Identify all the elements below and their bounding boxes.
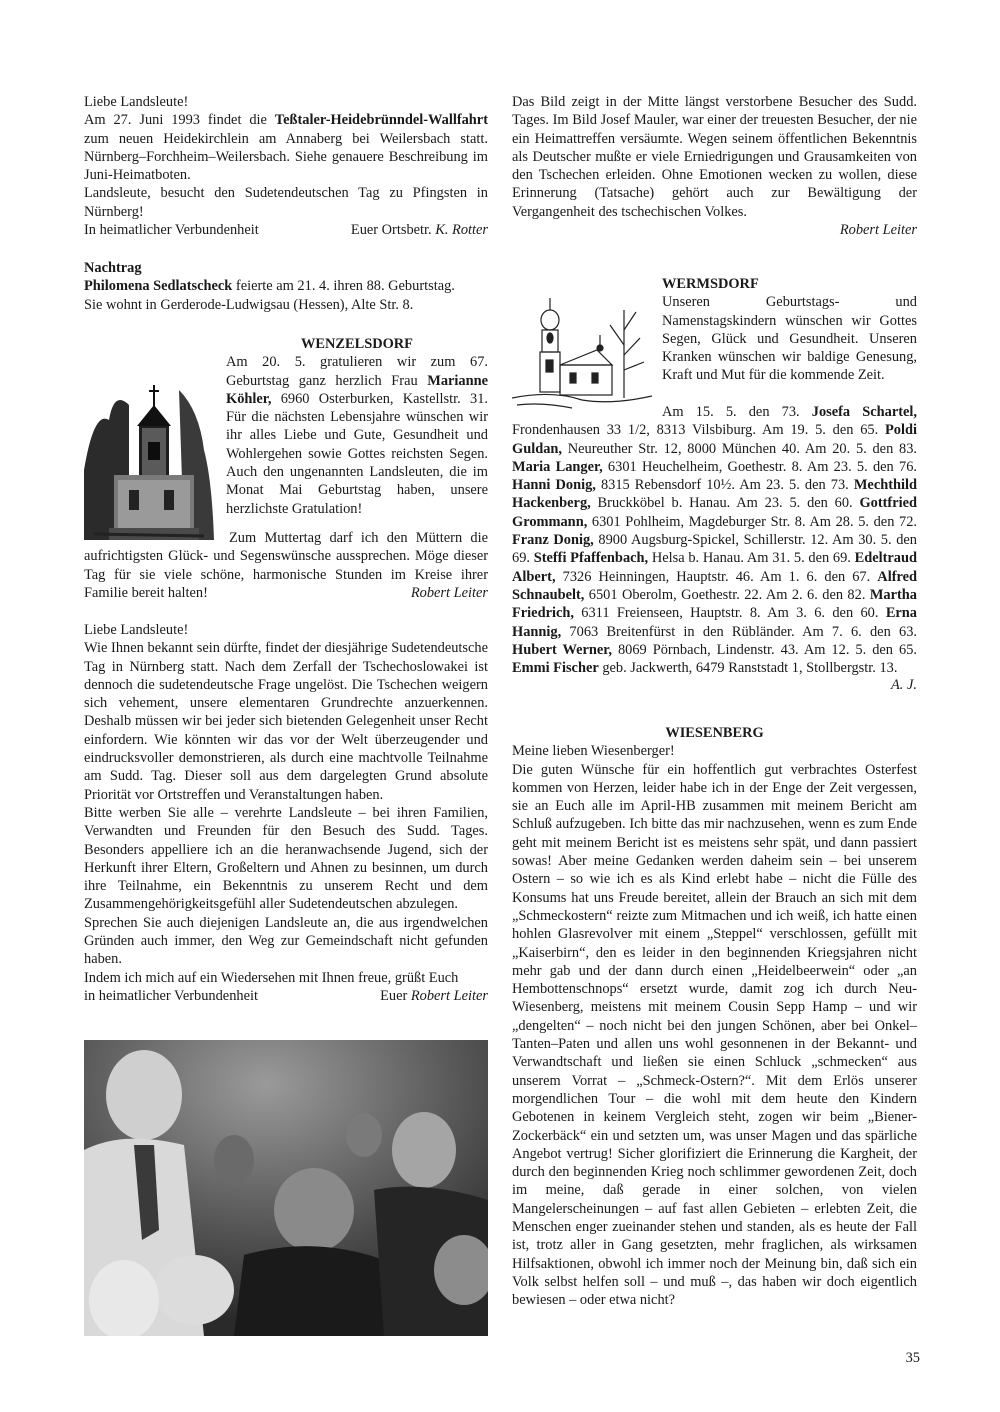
- wiesenberg-greeting: Meine lieben Wiesenberger!: [512, 743, 675, 760]
- wiesenberg-text: Die guten Wünsche für ein hoffentlich gut verbrachtes Osterfest kommen von Herzen, leider habe ich in der Enge der Zeit vergessen, sie an Euch alle im April-HB zusammen mit meinem Bericht am Schluß aufzugeben. Ich bitte das mir nachzusehen, wenn es zum Ende geht mit meinem Bericht ist es meistens sehr spät, und dann passiert sowas! Aber meine Gedanken werden daheim sein – bei unserem Ostern – so wie ich es als Kind erlebt habe – nicht die Fülle des Konsums hat uns Freude bereitet, allein der Brauch an sich mit dem „Schmeckostern“ reizte zum Mitmachen und ich weiß, ich hatte einen hohlen Glasrevolver mit einem „Steppel“ verschlossen, gefüllt mit „Kaiserbirn“, den es leider in den beginnenden Kriegsjahren nicht mehr gab und der dann durch einen „Heidelbeerwein“ oder „an Hembottenschnops“ ersetzt wurde, damit zog ich durch Neu-Wiesenberg, meistens mit meinem Cousin Sepp Hamp – und wir „dengelten“ – noch nicht bei den jungen Schönen, aber bei Onkel–Tanten–Paten und allen uns wohl gesonnenen in der Bekannt- und Verwandtschaft und ließen sie einen Schluck „schmecken“ aus unserem Vorrat – „Schmeck-Ostern?“. Mit dem Erlös unserer morgendlichen Tour – die wohl mit dem heute den Kindern Gebotenen in keinem Vergleich steht, zogen wir beim „Biener-Zockerbäck“ ein und setzten um, was unser Magen und das spärliche Angebot vertrug! Sicher glorifiziert die Erinnerung die Kargheit, der durch den beginnenden Krieg noch schlimmer gewordenen Zeit, doch im meine, daß gerade in einer solchen, von vielen Mangelerscheinungen – auf fast allen Gebieten – erlebten Zeit, die Menschen enger zueinander stehen und standen, als es heute der Fall ist, trotz aller in Gang gesetzten, mehr fraglichen, als wirksamen Hilfsaktionen, obwohl ich immer noch der Meinung bin, daß sich ein Volk selbst helfen soll – und muß –, das haben wir doch eigentlich bewiesen – oder etwa nicht?: [512, 761, 917, 1309]
- text-segment: geb. Jackwerth, 6479 Ranststadt 1, Stollbergstr. 13.: [598, 660, 898, 677]
- sudetentag-paragraph: Landsleute, besucht den Sudetendeutschen Tag zu Pfingsten in Nürnberg!: [84, 185, 488, 220]
- person-name: Hubert Werner,: [512, 641, 612, 658]
- nachtrag-title: Nachtrag: [84, 260, 142, 276]
- letter-paragraph-2: Bitte werben Sie alle – verehrte Landsleute – bei ihren Familien, Verwandten und Freunden für den Besuch des Sudd. Tages. Besonders appelliere ich an die heranwachsende Jugend, sich der Herkunft ihrer Eltern, Großeltern und Ahnen zu besinnen, um durch ihre Teilnahme, ein Bekenntnis zu unserem Recht und dem Zusammengehörigkeitsgefühl aller Sudetendeutschen abzulegen.: [84, 804, 488, 913]
- signature-name: K. Rotter: [435, 222, 488, 239]
- page-number: 35: [905, 1350, 920, 1366]
- photo-caption: Das Bild zeigt in der Mitte längst verstorbene Besucher des Sudd. Tages. Im Bild Josef Mauler, war einer der treuesten Besucher, der nie ein Heimattreffen versäumte. Wegen seinem öffentlichen Bekenntnis als Deutscher mußte er viele Erniedrigungen und Grausamkeiten von den Tschechen erleiden. Ohne Emotionen wecken zu wollen, diese Erinnerung (Tatsache) gehört auch zur Bewältigung der Vergangenheit des tschechischen Volkes.: [512, 94, 917, 220]
- church-photo: [84, 350, 214, 540]
- wenzelsdorf-heading: WENZELSDORF: [301, 336, 413, 352]
- signature: [840, 676, 917, 694]
- letter-block: [84, 621, 488, 1005]
- wiesenberg-block: [512, 724, 917, 1310]
- person-name: Gottfried Grommann,: [512, 495, 917, 530]
- crowd-photo-graphic: [84, 1040, 488, 1336]
- person-name: Steffi Pfaffenbach,: [533, 550, 649, 567]
- muttertag-text: Zum Muttertag darf ich den Müttern die aufrichtigsten Glück- und Segenswünsche aussprechen. Möge dieser Tag für sie viele schöne, harmonische Stunden im Kreise ihrer Familie bereit halten!: [84, 530, 488, 601]
- church-drawing-graphic: [512, 290, 652, 415]
- photo-caption-block: [512, 93, 917, 239]
- text-segment: feierte am 21. 4. ihren 88. Geburtstag.: [232, 278, 455, 295]
- closing-line: [84, 221, 488, 239]
- text-segment: 7326 Heinningen, Hauptstr. 46. Am 1. 6. den 67.: [555, 568, 878, 585]
- person-name: Philomena Sedlatscheck: [84, 278, 233, 295]
- person-name: Josefa Schartel,: [811, 404, 918, 420]
- wermsdorf-birthdays: [512, 403, 917, 677]
- letter-paragraph-4: Indem ich mich auf ein Wiedersehen mit Ihnen freue, grüßt Euch: [84, 969, 459, 986]
- nachtrag-block: [84, 259, 488, 314]
- person-name: Maria Langer,: [512, 458, 603, 475]
- text-segment: Am 15. 5. den 73.: [662, 404, 812, 420]
- person-name: Edeltraud Albert,: [512, 550, 917, 585]
- person-name: Hanni Donig,: [512, 477, 596, 494]
- text-segment: 6501 Oberolm, Goethestr. 22. Am 2. 6. den 82.: [584, 586, 870, 603]
- letter-paragraph-3: Sprechen Sie auch diejenigen Landsleute an, die aus irgendwelchen Gründen auch immer, den Weg zur Gemeindschaft nicht gefunden haben.: [84, 914, 488, 968]
- text-segment: 6301 Heuchelheim, Goethestr. 8. Am 23. 5. den 76.: [602, 458, 918, 475]
- signature-name: A. J.: [891, 677, 917, 693]
- nachtrag-line-1: [84, 277, 488, 295]
- nachtrag-line-2: Sie wohnt in Gerderode-Ludwigsau (Hessen), Alte Str. 8.: [84, 296, 414, 313]
- person-name: Martha Friedrich,: [512, 586, 917, 622]
- text-segment: Bruckköbel b. Hanau. Am 23. 5. den 60.: [590, 495, 860, 512]
- signature-prefix: Euer Ortsbetr.: [350, 222, 436, 239]
- person-name: Marianne Köhler,: [226, 372, 488, 407]
- text-segment: 6301 Pohlheim, Magdeburger Str. 8. Am 28. 5. den 72.: [587, 513, 917, 530]
- text-segment: Helsa b. Hanau. Am 31. 5. den 69.: [648, 550, 855, 567]
- text-segment: 8900 Augsburg-Spickel, Schillerstr. 12. Am 30. 5. den 69.: [512, 532, 917, 567]
- person-name: Franz Donig,: [512, 532, 594, 549]
- wermsdorf-intro: Unseren Geburtstags- und Namenstagskindern wünschen wir Gottes Segen, Glück und Gesundheit. Unseren Kranken wünschen wir baldige Genesung, Kraft und Mut für die kommende Zeit.: [662, 294, 917, 384]
- text-segment: Frondenhausen 33 1/2, 8313 Vilsbiburg. Am 19. 5. den 65.: [512, 422, 885, 439]
- text-segment: 6311 Freienseen, Hauptstr. 8. Am 3. 6. den 60.: [573, 605, 886, 622]
- church-photo-graphic: [84, 350, 214, 540]
- signature-prefix: Euer: [380, 987, 411, 1004]
- text-segment: 6960 Osterburken, Kastellstr. 31. Für die nächsten Lebensjahre wünschen wir ihr alles Liebe und Gute, Gesundheit und Wohlergehen sowie Gottes reichsten Segen. Auch den ungenannten Landsleuten, die im Monat Mai Geburtstag haben, unsere herzlichste Gratulation!: [226, 390, 488, 517]
- letter-paragraph-1: Wie Ihnen bekannt sein dürfte, findet der diesjährige Sudetendeutsche Tag in Nürnberg statt. Nach dem Zerfall der Tschechoslowakei ist dennoch die sudetendeutsche Frage ungelöst. Die Tschechen weigern sich vehement, unsere elementaren Grundrechte anzuerkennen. Deshalb müssen wir bei jeder sich bietenden Gelegenheit unser Recht einfordern. Wie könnten wir das vor der Welt überzeugender und eindrucksvoller demonstrieren, als durch eine machtvolle Teilnahme am Sudd. Tag. Dieser soll aus dem dargelegten Grund absolute Priorität vor Ortstreffen und Veranstaltungen haben.: [84, 640, 488, 803]
- text-segment: zum neuen Heidekirchlein am Annaberg bei Weilersbach statt. Nürnberg–Forchheim–Weilersbach. Siehe genauere Beschreibung im Juni-Heimatboten.: [84, 130, 488, 184]
- closing-text: In heimatlicher Verbundenheit: [84, 222, 259, 239]
- crowd-photo: [84, 1040, 488, 1336]
- person-name: Emmi Fischer: [512, 660, 599, 677]
- announcement-block: [84, 93, 488, 239]
- text-segment: Am 27. Juni 1993 findet die: [84, 112, 275, 129]
- greeting: Liebe Landsleute!: [84, 94, 189, 110]
- wenzelsdorf-block: [226, 335, 488, 518]
- signature: Robert Leiter: [839, 222, 917, 239]
- wermsdorf-heading: WERMSDORF: [662, 276, 759, 292]
- wiesenberg-heading: WIESENBERG: [665, 725, 764, 741]
- signature: [380, 987, 488, 1005]
- event-name: Teßtaler-Heidebrünndel-Wallfahrt: [274, 112, 488, 129]
- wermsdorf-heading-block: [662, 275, 917, 385]
- signature-name: Robert Leiter: [410, 585, 488, 601]
- text-segment: 7063 Breitenfürst in den Rübländer. Am 7. 6. den 63.: [561, 623, 917, 640]
- text-segment: 8315 Rebensdorf 10½. Am 23. 5. den 73.: [595, 477, 854, 494]
- person-name: Mechthild Hackenberg,: [512, 477, 917, 512]
- person-name: Erna Hannig,: [512, 605, 917, 640]
- church-drawing: [512, 290, 652, 415]
- wenzelsdorf-text: [226, 353, 488, 518]
- person-name: Poldi Guldan,: [512, 422, 917, 457]
- person-name: Alfred Schnaubelt,: [512, 568, 917, 603]
- signature-name: Robert Leiter: [410, 987, 488, 1004]
- text-segment: Neureuther Str. 12, 8000 München 40. Am 20. 5. den 83.: [562, 440, 917, 457]
- signature: [351, 221, 488, 239]
- letter-greeting: Liebe Landsleute!: [84, 622, 189, 638]
- signature: [340, 584, 488, 602]
- closing-text: in heimatlicher Verbundenheit: [84, 987, 258, 1004]
- wallfahrt-paragraph: [84, 111, 488, 184]
- text-segment: Am 20. 5. gratulieren wir zum 67. Geburtstag ganz herzlich Frau: [226, 354, 488, 389]
- letter-closing: [84, 987, 488, 1005]
- text-segment: 8069 Pörnbach, Lindenstr. 43. Am 12. 5. den 65.: [611, 641, 917, 658]
